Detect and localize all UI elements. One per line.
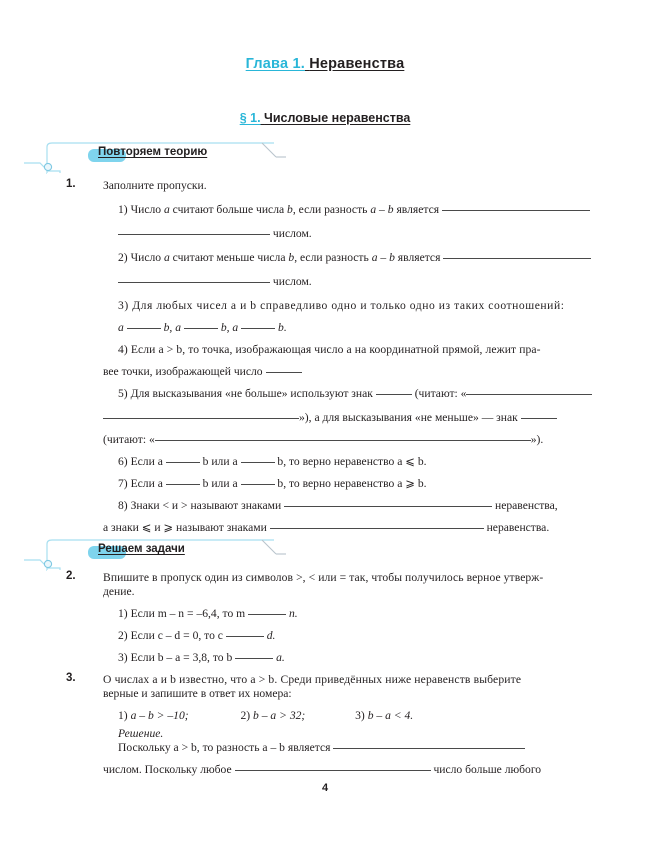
item-text: является: [396, 203, 440, 216]
option-expr: b – a < 4.: [367, 709, 414, 722]
item-text: Знаки < и > называют знаками: [130, 499, 282, 512]
item-text: b, то верно неравенство a ⩽ b.: [277, 455, 427, 468]
item-text: неравенства,: [495, 499, 558, 512]
item-text: Для высказывания «не больше» используют знак: [130, 387, 373, 400]
rubric-circle-icon: [44, 163, 51, 170]
item-text: , если разность: [292, 203, 368, 216]
rubric-circle-icon: [44, 560, 51, 567]
item-1-2-line1: [118, 250, 591, 265]
chapter-name: Неравенства: [309, 56, 405, 72]
item-text: Если a: [130, 455, 163, 468]
item-label: 1): [118, 203, 128, 216]
blank-field[interactable]: [241, 320, 275, 329]
item-label: 3): [118, 299, 129, 312]
item-1-8-line1: [118, 498, 558, 513]
item-1-4-line1: [118, 342, 541, 357]
item-1-3-line1: [118, 298, 564, 313]
option-label: 3): [355, 709, 365, 722]
math-var: b, a: [163, 321, 181, 334]
item-text: числом.: [272, 275, 312, 288]
option-expr: a – b > –10;: [130, 709, 189, 722]
item-text: »), а для высказывания «не меньше» — знак: [299, 411, 518, 424]
exercise-2-prompt-line2: дение.: [103, 585, 135, 598]
item-label: 5): [118, 387, 128, 400]
item-text: число больше любого: [433, 763, 542, 776]
solution-line2: [103, 762, 541, 777]
item-text: »).: [530, 433, 544, 446]
exercise-number-3: 3.: [66, 672, 76, 684]
blank-field[interactable]: [235, 650, 273, 659]
item-text: Для любых чисел a и b справедливо одно и только одно из таких соотношений:: [132, 299, 565, 312]
item-2-3: [118, 650, 285, 665]
blank-field[interactable]: [266, 364, 302, 373]
math-var: b: [287, 203, 293, 216]
item-2-2: [118, 628, 275, 643]
blank-field[interactable]: [442, 202, 590, 211]
rubric-banner-tasks: [24, 538, 324, 572]
item-text: b, то верно неравенство a ⩾ b.: [277, 477, 427, 490]
section-title: [0, 111, 650, 125]
item-1-5-line2: [103, 410, 557, 425]
blank-field[interactable]: [235, 762, 431, 771]
exercise-3-options: [118, 708, 413, 723]
section-number: § 1.: [239, 111, 261, 125]
item-label: 4): [118, 343, 128, 356]
exercise-3-prompt-line1: О числах a и b известно, что a > b. Среди приведённых ниже неравенств выберите: [103, 673, 522, 686]
item-1-7: [118, 476, 427, 491]
item-text: b или a: [202, 455, 238, 468]
item-text: числом.: [272, 227, 312, 240]
blank-field[interactable]: [333, 740, 525, 749]
item-1-2-line2: [118, 274, 312, 289]
item-text: является: [397, 251, 441, 264]
math-var: b.: [278, 321, 287, 334]
math-var: n.: [288, 607, 298, 620]
item-text: неравенства.: [486, 521, 550, 534]
option-label: 1): [118, 709, 128, 722]
blank-field[interactable]: [466, 386, 592, 395]
blank-field[interactable]: [155, 432, 531, 441]
item-1-6: [118, 454, 427, 469]
math-var: b: [288, 251, 295, 264]
item-label: 2): [118, 251, 128, 264]
blank-field[interactable]: [226, 628, 264, 637]
math-var: d.: [266, 629, 276, 642]
item-text: вее точки, изображающей число: [103, 365, 263, 378]
item-label: 6): [118, 455, 128, 468]
item-text: , если разность: [294, 251, 369, 264]
blank-field[interactable]: [118, 274, 270, 283]
section-name: Числовые неравенства: [264, 111, 411, 125]
blank-field[interactable]: [166, 476, 200, 485]
item-1-8-line2: [103, 520, 549, 535]
blank-field[interactable]: [127, 320, 161, 329]
item-text: числом. Поскольку любое: [103, 763, 232, 776]
option-label: 2): [240, 709, 251, 722]
math-expr: a – b: [371, 251, 395, 264]
rubric-banner-theory: [24, 141, 324, 175]
item-text: считают больше числа: [172, 203, 285, 216]
item-label: 7): [118, 477, 128, 490]
item-text: Число: [130, 203, 162, 216]
blank-field[interactable]: [118, 226, 270, 235]
exercise-number-2: 2.: [66, 570, 76, 582]
rubric-label-theory: Повторяем теорию: [98, 146, 208, 158]
item-text: (читают: «: [414, 387, 467, 400]
item-1-4-line2: [103, 364, 302, 379]
exercise-1-prompt: Заполните пропуски.: [103, 179, 207, 192]
item-label: 1): [118, 607, 128, 620]
math-var: a.: [276, 651, 285, 664]
item-label: 8): [118, 499, 128, 512]
blank-field[interactable]: [166, 454, 200, 463]
math-var: a: [163, 203, 170, 216]
blank-field[interactable]: [241, 476, 275, 485]
blank-field[interactable]: [184, 320, 218, 329]
math-var: b, a: [220, 321, 239, 334]
blank-field[interactable]: [443, 250, 591, 259]
item-1-3-line2: [118, 320, 287, 335]
item-text: Число: [130, 251, 162, 264]
blank-field[interactable]: [521, 410, 557, 419]
blank-field[interactable]: [270, 520, 484, 529]
exercise-3-prompt-line2: верные и запишите в ответ их номера:: [103, 687, 292, 700]
math-var: a: [163, 251, 170, 264]
math-expr: a – b: [370, 203, 394, 216]
item-label: 3): [118, 651, 128, 664]
blank-field[interactable]: [284, 498, 492, 507]
chapter-title: [0, 56, 650, 72]
exercise-2-prompt-line1: Впишите в пропуск один из символов >, < или = так, чтобы получилось верное утверж-: [103, 571, 544, 584]
math-var: a: [118, 321, 124, 334]
blank-field[interactable]: [103, 410, 299, 419]
item-text: считают меньше числа: [172, 251, 286, 264]
exercise-number-1: 1.: [66, 178, 76, 190]
solution-heading: Решение.: [118, 727, 164, 740]
item-text: Если a > b, то точка, изображающая число a на координатной прямой, лежит пра-: [130, 343, 541, 356]
option-expr: b – a > 32;: [253, 709, 306, 722]
item-1-5-line1: [118, 386, 592, 401]
item-text: b или a: [202, 477, 238, 490]
item-text: Если a: [130, 477, 163, 490]
item-2-1: [118, 606, 298, 621]
item-text: Если m – n = –6,4, то m: [130, 607, 246, 620]
blank-field[interactable]: [376, 386, 412, 395]
item-text: (читают: «: [103, 433, 155, 446]
blank-field[interactable]: [248, 606, 286, 615]
blank-field[interactable]: [241, 454, 275, 463]
item-text: Поскольку a > b, то разность a – b является: [118, 741, 331, 754]
item-1-1-line2: [118, 226, 312, 241]
item-1-5-line3: [103, 432, 543, 447]
item-text: Если b – a = 3,8, то b: [130, 651, 233, 664]
item-text: а знаки ⩽ и ⩾ называют знаками: [103, 521, 267, 534]
chapter-number: Глава 1.: [245, 56, 305, 72]
rubric-label-tasks: Решаем задачи: [98, 543, 185, 555]
solution-line1: [118, 740, 525, 755]
item-label: 2): [118, 629, 128, 642]
item-text: Если c – d = 0, то c: [130, 629, 223, 642]
item-1-1-line1: [118, 202, 590, 217]
page-number: 4: [321, 782, 329, 794]
